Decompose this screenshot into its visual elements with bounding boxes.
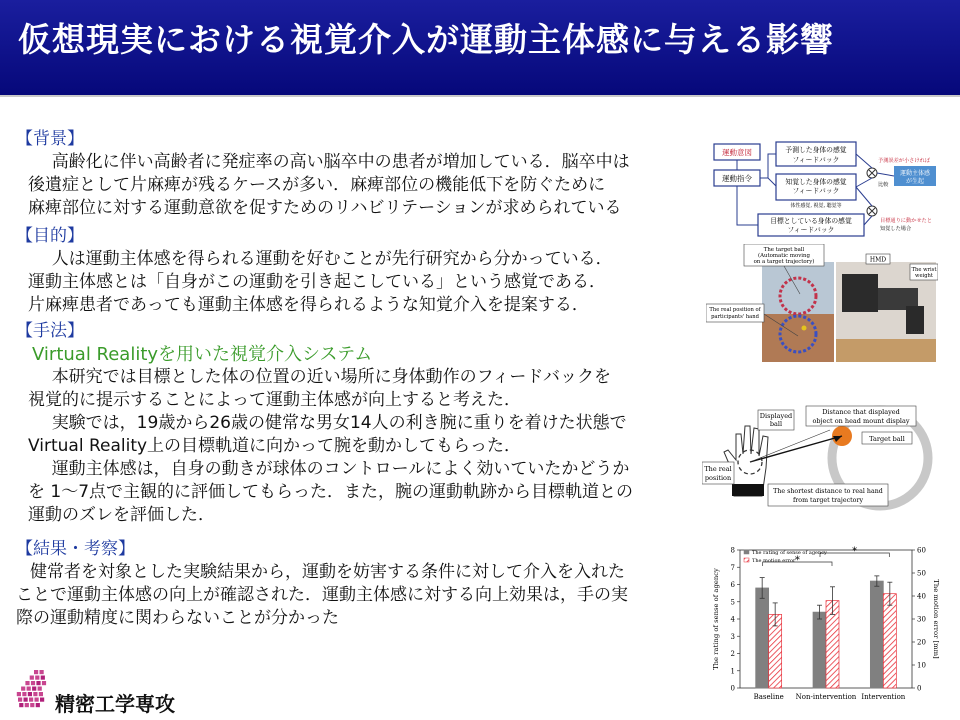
left-tick-label: 6 [730, 581, 735, 589]
x-tick-label: Non-intervention [795, 693, 857, 701]
legend-swatch [744, 550, 749, 554]
text-line: 実験では，19歳から26歳の健常な男女14人の利き腕に重りを着けた状態で [51, 413, 627, 433]
logo-tile [36, 703, 40, 707]
compare-label: 比較 [878, 182, 889, 188]
target-feedback-label: 目標としている身体の感覚 [770, 217, 852, 225]
perceived-feedback-label: 知覚した身体の感覚 [785, 178, 847, 186]
perceived-modalities: 体性感覚, 視覚, 聴覚等 [790, 203, 842, 209]
logo-tile [21, 687, 25, 691]
left-tick-label: 4 [730, 615, 735, 624]
significance-marker: * [852, 546, 858, 557]
logo-tile [32, 687, 36, 691]
callout-text: from target trajectory [792, 497, 864, 504]
callout-text: weight [915, 273, 933, 279]
text-line: 本研究では目標とした体の位置の近い場所に身体動作のフィードバックを [51, 367, 611, 387]
logo-tile [33, 692, 37, 696]
on-target-note-2: 知覚した場合 [880, 226, 912, 232]
agency-bar [870, 581, 883, 688]
logo-tile [35, 698, 39, 702]
text-line: 運動主体感とは「自身がこの運動を引き起こしている」という感覚である． [28, 272, 606, 292]
callout-text: position [704, 474, 732, 482]
logo-tile [27, 687, 31, 691]
right-tick-label: 30 [917, 615, 926, 624]
callout-text: The real position of [709, 307, 761, 313]
text-line: 麻痺部位に対する運動意欲を促すためのリハビリテーションが求められている [28, 198, 622, 218]
left-tick-label: 2 [730, 650, 735, 658]
logo-tile [40, 698, 44, 702]
callout-text: The target ball [763, 247, 805, 253]
text-line: 高齢化に伴い高齢者に発症率の高い脳卒中の患者が増加している．脳卒中は [51, 152, 630, 172]
page-title: 仮想現実における視覚介入が運動主体感に与える影響 [18, 20, 834, 59]
vr-experiment-photo [706, 244, 938, 364]
text-line: 人は運動主体感を得られる運動を好むことが先行研究から分かっている． [51, 249, 613, 269]
text-line: 片麻痺患者であっても運動主体感を得られるような知覚介入を提案する． [28, 295, 589, 315]
agency-model-diagram [706, 140, 938, 240]
logo-tile [41, 676, 45, 680]
department-logo-text: 精密工学専攻 [55, 692, 175, 716]
logo-tile [29, 698, 33, 702]
on-target-note: 目標通りに動かせたと [880, 218, 932, 224]
text-line: 視覚的に提示することによって運動主体感が向上すると考えた． [28, 390, 521, 410]
text-line: 健常者を対象とした実験結果から，運動を妨害する条件に対して介入を入れた [30, 562, 625, 582]
left-tick-label: 7 [730, 563, 735, 572]
method-subheading: Virtual Realityを用いた視覚介入システム [32, 344, 373, 365]
logo-tile [34, 670, 38, 674]
text-line: ことで運動主体感の向上が確認された．運動主体感に対する向上効果は，手の実 [16, 585, 628, 605]
right-tick-label: 20 [917, 638, 926, 647]
logo-tile [25, 681, 29, 685]
right-tick-label: 0 [917, 684, 922, 693]
x-tick-label: Baseline [753, 693, 784, 701]
legend-swatch [744, 558, 749, 562]
left-tick-label: 8 [730, 546, 735, 555]
department-logo-icon [8, 664, 56, 714]
section-method [16, 320, 633, 527]
agency-bar [813, 612, 826, 688]
logo-tile [30, 676, 34, 680]
x-tick-label: Intervention [861, 693, 906, 701]
logo-tile [40, 670, 44, 674]
callout-text: Distance that displayed [822, 408, 900, 416]
motor-command-label: 運動指令 [722, 174, 752, 183]
callout-text: object on head mount display [812, 417, 910, 425]
left-axis-label: The rating of sense of agency [712, 568, 720, 670]
right-tick-label: 40 [917, 592, 926, 601]
callout-text: HMD [869, 256, 887, 264]
agency-bar [756, 588, 769, 688]
predicted-feedback-label: 予測した身体の感覚 [785, 146, 847, 154]
logo-tile [24, 698, 28, 702]
logo-tile [38, 687, 42, 691]
small-error-note: 予測誤差が小さければ [878, 158, 930, 164]
text-line: Virtual Reality上の目標軌道に向かって腕を動かしてもらった． [28, 436, 522, 456]
left-tick-label: 0 [730, 684, 735, 693]
logo-tile [25, 703, 29, 707]
left-tick-label: 3 [730, 632, 735, 641]
target-ball-icon [802, 326, 807, 331]
agency-label: 運動主体感 [899, 170, 931, 177]
logo-tile [22, 692, 26, 696]
callout-text: Target ball [869, 435, 905, 443]
title-banner [0, 0, 960, 95]
section-heading-results: 【結果・考察】 [16, 539, 135, 559]
predicted-feedback-label-2: フィードバック [792, 156, 840, 164]
header-divider [0, 95, 960, 97]
callout-text: on a target trajectory) [753, 259, 815, 265]
target-feedback-label-2: フィードバック [787, 226, 835, 234]
logo-tile [17, 692, 21, 696]
logo-tile [42, 681, 46, 685]
callout-text: (Automatic moving [758, 253, 810, 259]
motor-intention-label: 運動意図 [722, 148, 752, 157]
text-line: を 1～7点で主観的に評価してもらった．また，腕の運動軌跡から目標軌道との [28, 482, 634, 502]
perceived-feedback-label-2: フィードバック [792, 187, 840, 195]
results-bar-chart [706, 540, 942, 716]
logo-tile [19, 703, 23, 707]
callout-text: participants' hand [711, 314, 759, 320]
logo-tile [18, 698, 22, 702]
legend-label: The rating of sense of agency [752, 550, 827, 556]
callout-text: The wrist [911, 267, 937, 273]
text-line: 際の運動精度に関わらないことが分かった [16, 608, 339, 628]
logo-tile [30, 703, 34, 707]
callout-text: Displayed [759, 412, 793, 420]
text-line: 運動主体感は，自身の動きが球体のコントロールによく効いていたかどうか [51, 459, 630, 479]
left-tick-label: 5 [730, 598, 735, 607]
right-tick-label: 50 [917, 569, 926, 578]
section-heading-method: 【手法】 [16, 321, 84, 341]
text-line: 後遺症として片麻痺が残るケースが多い．麻痺部位の機能低下を防ぐために [28, 175, 606, 195]
left-tick-label: 1 [730, 667, 735, 676]
legend-label: The motion error [752, 558, 796, 564]
section-heading-background: 【背景】 [16, 129, 84, 149]
right-tick-label: 60 [917, 546, 926, 555]
right-axis-label: The motion error [mm] [932, 579, 940, 659]
logo-tile [35, 676, 39, 680]
logo-tile [31, 681, 35, 685]
section-purpose [16, 225, 613, 317]
callout-text: The real [704, 465, 732, 473]
right-tick-label: 10 [917, 661, 926, 670]
text-line: 運動のズレを評価した． [28, 505, 215, 525]
agency-label-2: が生起 [905, 178, 925, 185]
logo-tile [28, 692, 32, 696]
section-results [16, 538, 628, 630]
logo-tile [39, 692, 43, 696]
section-background [16, 128, 630, 220]
significance-marker: * [794, 555, 800, 566]
motion-error-bar [883, 594, 896, 688]
callout-text: ball [769, 420, 783, 428]
section-heading-purpose: 【目的】 [16, 226, 84, 246]
logo-tile [36, 681, 40, 685]
callout-text: The shortest distance to real hand [773, 488, 883, 495]
distance-diagram [702, 396, 952, 516]
